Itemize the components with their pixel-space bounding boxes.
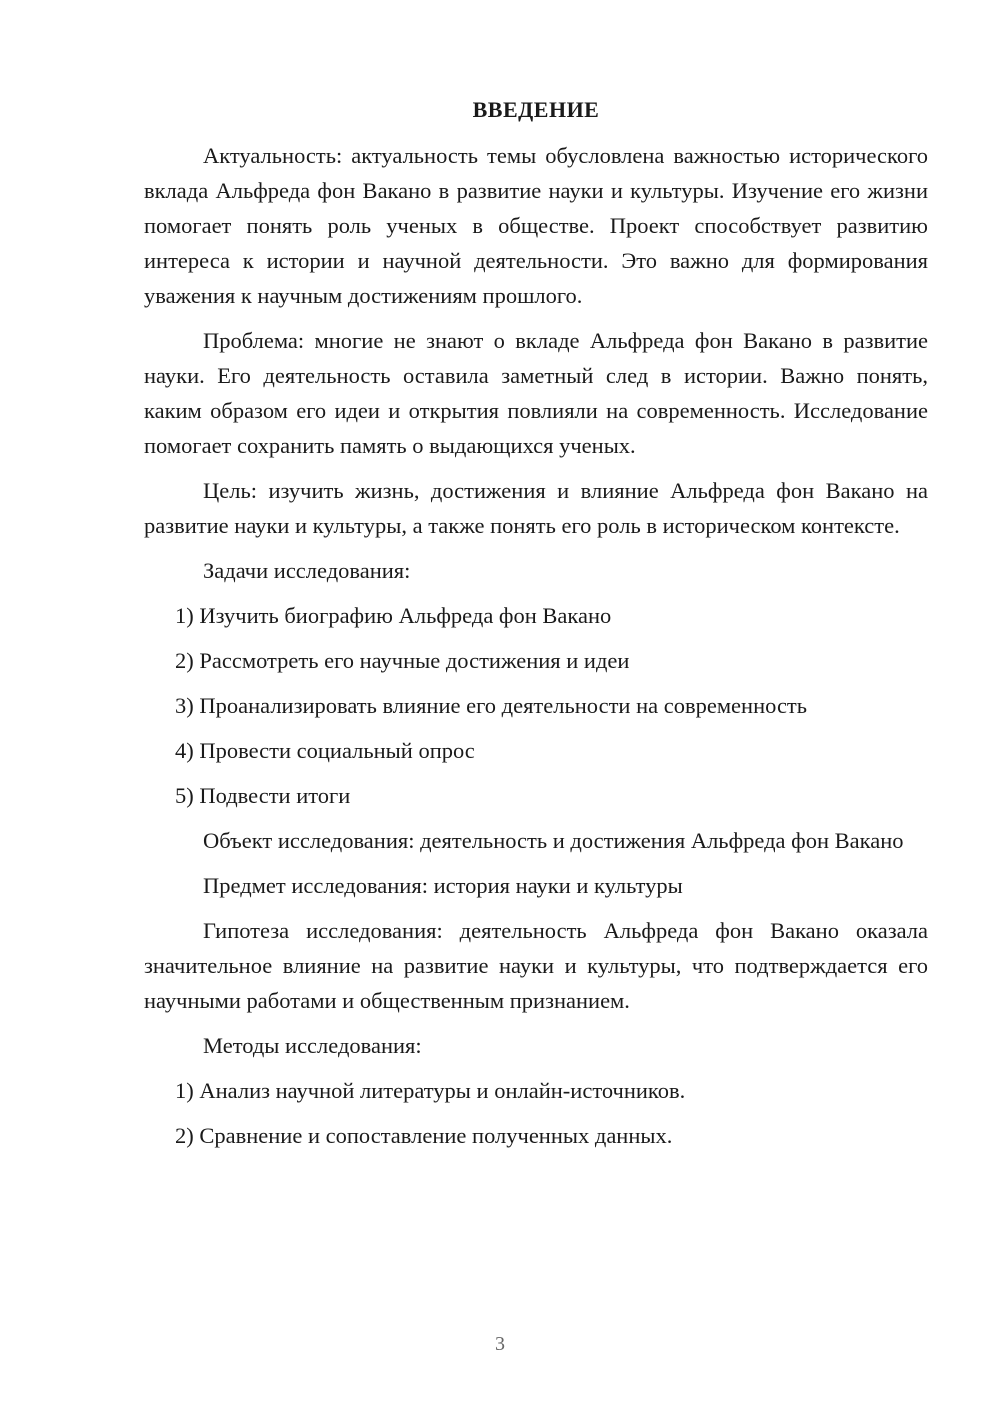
methods-list [144,1073,928,1153]
list-item: 2) Сравнение и сопоставление полученных данных. [175,1123,673,1148]
list-item: 1) Изучить биографию Альфреда фон Вакано [175,603,612,628]
methods-label: Методы исследования: [203,1033,422,1058]
goal-paragraph: Цель: изучить жизнь, достижения и влияние Альфреда фон Вакано на развитие науки и культуры, а также понять его роль в историческом контексте. [144,478,928,538]
list-item: 2) Рассмотреть его научные достижения и идеи [175,648,630,673]
list-item: 4) Провести социальный опрос [175,738,475,763]
list-item: 3) Проанализировать влияние его деятельности на современность [175,693,808,718]
object-paragraph: Объект исследования: деятельность и достижения Альфреда фон Вакано [203,828,904,853]
section-heading: ВВЕДЕНИЕ [472,97,600,122]
hypothesis-paragraph: Гипотеза исследования: деятельность Альфреда фон Вакано оказала значительное влияние на развитие науки и культуры, что подтверждается его научными работами и общественным признанием. [144,918,928,1013]
tasks-label: Задачи исследования: [203,558,411,583]
page-number: 3 [495,1333,505,1355]
list-item: 5) Подвести итоги [175,783,351,808]
list-item: 1) Анализ научной литературы и онлайн-источников. [175,1078,686,1103]
problem-paragraph: Проблема: многие не знают о вкладе Альфреда фон Вакано в развитие науки. Его деятельность оставила заметный след в истории. Важно понять, каким образом его идеи и открытия повлияли на современность. Исследование помогает сохранить память о выдающихся ученых. [144,328,928,458]
subject-paragraph: Предмет исследования: история науки и культуры [203,873,683,898]
tasks-list [144,598,928,813]
relevance-paragraph: Актуальность: актуальность темы обусловлена важностью исторического вклада Альфреда фон Вакано в развитие науки и культуры. Изучение его жизни помогает понять роль ученых в обществе. Проект способствует развитию интереса к истории и научной деятельности. Это важно для формирования уважения к научным достижениям прошлого. [144,143,928,308]
document-page [144,90,928,1163]
